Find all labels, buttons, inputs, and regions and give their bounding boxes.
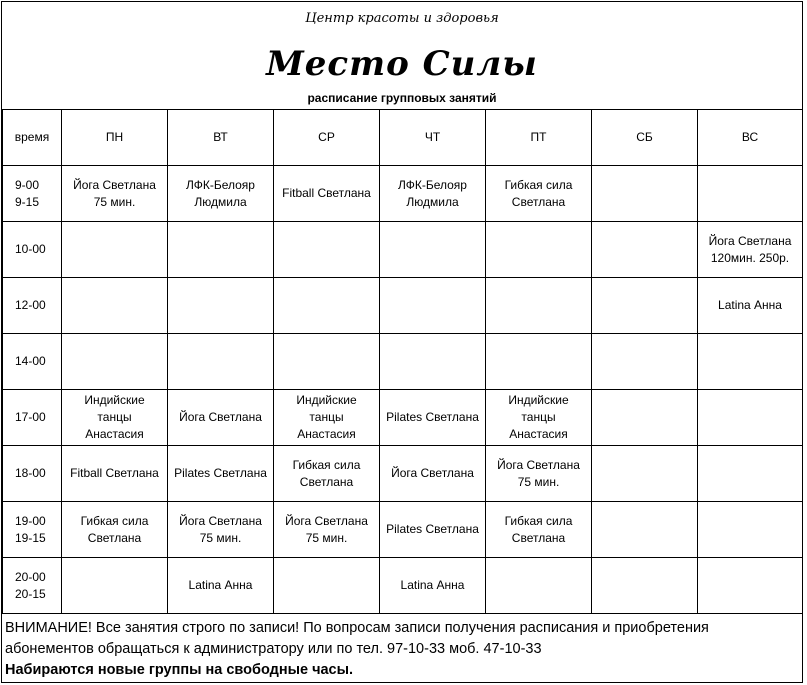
table-row — [3, 278, 803, 334]
class-cell: Latina Анна — [380, 558, 486, 614]
class-cell: Йога Светлана — [380, 446, 486, 502]
class-cell — [698, 166, 803, 222]
class-cell: Индийские танцы Анастасия — [62, 390, 168, 446]
time-cell: 9-00 9-15 — [3, 166, 62, 222]
center-name: Центр красоты и здоровья — [305, 11, 499, 26]
notice — [5, 618, 800, 681]
class-cell: Latina Анна — [168, 558, 274, 614]
class-cell — [274, 334, 380, 390]
class-cell — [62, 278, 168, 334]
class-cell — [274, 222, 380, 278]
class-cell: Йога Светлана 75 мин. — [486, 446, 592, 502]
column-header-day: СР — [274, 110, 380, 166]
class-cell: Йога Светлана 120мин. 250р. — [698, 222, 803, 278]
class-cell: Latina Анна — [698, 278, 803, 334]
header — [2, 2, 802, 109]
class-cell — [592, 390, 698, 446]
table-row — [3, 222, 803, 278]
column-header-day: ВТ — [168, 110, 274, 166]
class-cell — [380, 278, 486, 334]
column-header-day: ВС — [698, 110, 803, 166]
class-cell — [698, 558, 803, 614]
table-row — [3, 334, 803, 390]
class-cell: Индийские танцы Анастасия — [486, 390, 592, 446]
class-cell — [62, 558, 168, 614]
class-cell — [62, 222, 168, 278]
class-cell — [274, 278, 380, 334]
time-cell: 17-00 — [3, 390, 62, 446]
class-cell: Йога Светлана 75 мин. — [274, 502, 380, 558]
time-cell: 10-00 — [3, 222, 62, 278]
column-header-day: ПТ — [486, 110, 592, 166]
class-cell — [592, 558, 698, 614]
class-cell — [168, 222, 274, 278]
class-cell — [698, 502, 803, 558]
class-cell: ЛФК-Белояр Людмила — [168, 166, 274, 222]
class-cell: Fitball Светлана — [62, 446, 168, 502]
class-cell — [486, 334, 592, 390]
time-cell: 14-00 — [3, 334, 62, 390]
page-title: Место Силы — [266, 44, 538, 84]
column-header-day: СБ — [592, 110, 698, 166]
notice-new-groups: Набираются новые группы на свободные часы. — [5, 662, 354, 678]
class-cell — [380, 222, 486, 278]
column-header-day: ЧТ — [380, 110, 486, 166]
time-cell: 18-00 — [3, 446, 62, 502]
column-header-day: ПН — [62, 110, 168, 166]
schedule-table — [2, 109, 803, 614]
class-cell — [168, 334, 274, 390]
class-cell: Pilates Светлана — [380, 390, 486, 446]
class-cell — [486, 558, 592, 614]
class-cell — [592, 166, 698, 222]
class-cell — [274, 558, 380, 614]
class-cell — [592, 222, 698, 278]
time-cell: 20-00 20-15 — [3, 558, 62, 614]
class-cell: Йога Светлана 75 мин. — [168, 502, 274, 558]
class-cell — [380, 334, 486, 390]
table-row — [3, 558, 803, 614]
class-cell: Йога Светлана — [168, 390, 274, 446]
class-cell: Гибкая сила Светлана — [62, 502, 168, 558]
class-cell: Йога Светлана 75 мин. — [62, 166, 168, 222]
class-cell: Индийские танцы Анастасия — [274, 390, 380, 446]
column-header-time: время — [3, 110, 62, 166]
class-cell — [698, 446, 803, 502]
schedule-caption: расписание групповых занятий — [307, 91, 497, 105]
table-row — [3, 446, 803, 502]
class-cell — [486, 222, 592, 278]
time-cell: 19-00 19-15 — [3, 502, 62, 558]
table-header-row — [3, 110, 803, 166]
class-cell: Pilates Светлана — [380, 502, 486, 558]
time-cell: 12-00 — [3, 278, 62, 334]
class-cell — [486, 278, 592, 334]
table-row — [3, 502, 803, 558]
class-cell: Гибкая сила Светлана — [274, 446, 380, 502]
schedule-frame — [1, 1, 803, 683]
class-cell: Гибкая сила Светлана — [486, 502, 592, 558]
class-cell — [698, 334, 803, 390]
class-cell — [592, 446, 698, 502]
notice-text: ВНИМАНИЕ! Все занятия строго по записи! По вопросам записи получения расписания и приобретения абонементов обращаться к администратору или по тел. 97-10-33 моб. 47-10-33 — [5, 620, 709, 657]
class-cell — [592, 502, 698, 558]
class-cell: Fitball Светлана — [274, 166, 380, 222]
class-cell: Pilates Светлана — [168, 446, 274, 502]
table-row — [3, 390, 803, 446]
class-cell — [592, 334, 698, 390]
class-cell — [168, 278, 274, 334]
table-row — [3, 166, 803, 222]
class-cell: ЛФК-Белояр Людмила — [380, 166, 486, 222]
class-cell — [698, 390, 803, 446]
class-cell — [62, 334, 168, 390]
class-cell — [592, 278, 698, 334]
class-cell: Гибкая сила Светлана — [486, 166, 592, 222]
